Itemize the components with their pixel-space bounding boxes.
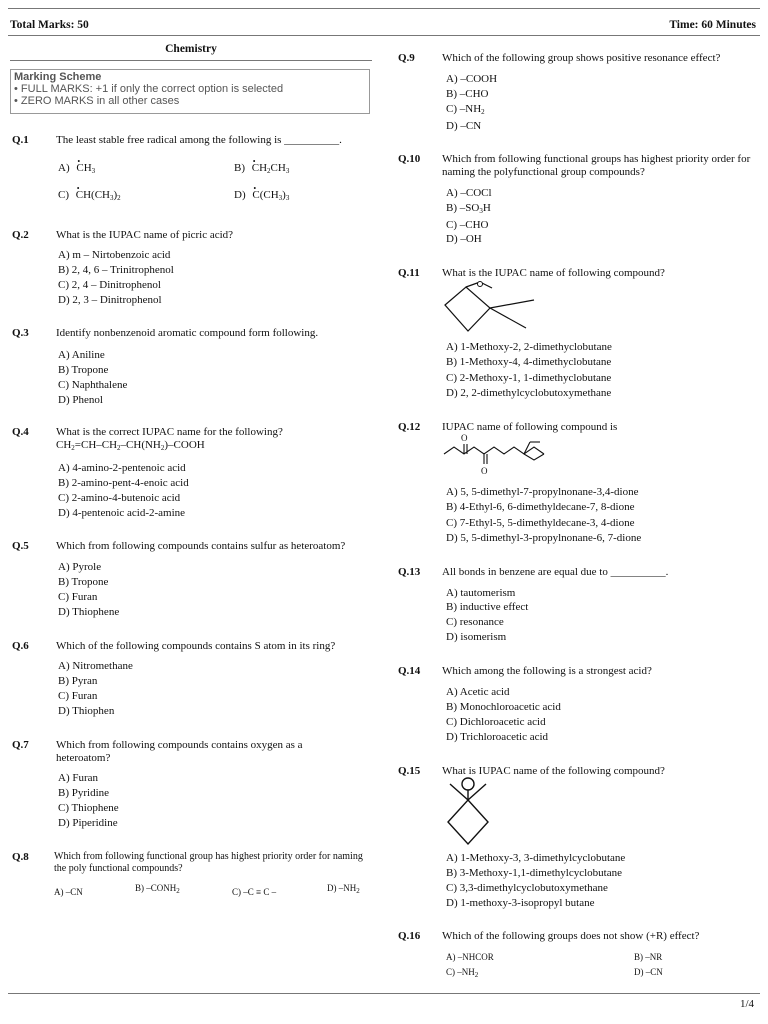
question-text: Which from following functional groups has highest priority order for naming the polyfunctional group compounds? [442,153,751,178]
option-b[interactable]: B) –NR [634,952,663,962]
formula-text: ) [282,189,286,201]
option-c[interactable]: C) Dichloroacetic acid [446,716,546,728]
option-b[interactable]: B) Tropone [58,364,109,376]
option-c[interactable] [58,189,121,205]
formula-text: –CH(NH [120,439,161,451]
option-c[interactable]: C) 2-Methoxy-1, 1-dimethyclobutane [446,372,612,384]
dione-structure-icon [440,432,550,476]
question-number: Q.1 [12,134,29,146]
section-rule [10,60,372,61]
subscript: 2 [176,887,180,895]
option-b[interactable]: B) 1-Methoxy-4, 4-dimethyclobutane [446,356,612,368]
cyclobutane-methoxy-structure-icon [442,776,502,850]
question-number: Q.6 [12,640,29,652]
marking-scheme [10,69,370,114]
subscript: 2 [474,971,479,979]
option-c[interactable] [446,966,478,982]
marking-scheme-title: Marking Scheme [14,71,102,83]
option-b[interactable]: B) 2-amino-pent-4-enoic acid [58,477,189,489]
option-c[interactable]: C) Naphthalene [58,379,128,391]
option-a[interactable]: A) –NHCOR [446,952,494,962]
option-c[interactable]: C) 2-amino-4-butenoic acid [58,492,181,504]
question-text: What is the IUPAC name of picric acid? [56,229,234,241]
formula-text: CH [270,162,286,174]
formula-text: CH [56,439,72,451]
subscript: 2 [481,108,485,116]
question-text: Which of the following group shows positive resonance effect? [442,52,721,64]
option-d[interactable]: D) –CN [446,120,482,132]
option-text: B) –SO [446,202,480,214]
question-number: Q.3 [12,327,29,339]
option-d[interactable] [234,189,289,205]
option-label: D) [234,189,246,201]
option-a[interactable]: A) Furan [58,772,99,784]
subscript: 3 [109,194,114,202]
question-number: Q.14 [398,665,421,677]
option-a[interactable]: A) 4-amino-2-pentenoic acid [58,462,186,474]
question-text: Which from following compounds contains sulfur as heteroatom? [56,540,346,552]
subscript: 3 [278,194,283,202]
option-b[interactable]: B) Pyran [58,675,98,687]
top-rule [8,8,760,9]
atom-oxygen: O [481,466,488,476]
option-b[interactable] [135,882,180,898]
option-b[interactable] [234,162,289,178]
option-d[interactable]: D) isomerism [446,631,507,643]
option-text: H [482,202,491,214]
option-a[interactable]: A) Aniline [58,349,105,361]
formula-text: CH(CH [75,189,110,201]
subscript: 2 [117,444,121,452]
marking-scheme-line: • FULL MARKS: +1 if only the correct option is selected [14,83,284,95]
question-number: Q.5 [12,540,29,552]
radical-formula [76,162,95,174]
subscript: 2 [267,167,271,175]
option-d[interactable]: D) Thiophen [58,705,115,717]
option-c[interactable]: C) Furan [58,591,98,603]
question-number: Q.16 [398,930,421,942]
option-d[interactable]: D) 1-methoxy-3-isopropyl butane [446,897,595,909]
option-c[interactable] [446,103,485,119]
option-b[interactable]: B) inductive effect [446,601,529,613]
radical-formula [252,189,289,201]
radical-formula [76,189,121,201]
option-a[interactable]: A) –CN [54,887,83,897]
option-a[interactable]: A) Pyrole [58,561,102,573]
option-d[interactable]: D) –CN [634,967,663,977]
option-d[interactable]: D) 2, 2-dimethylcyclobutoxymethane [446,387,612,399]
option-b[interactable]: B) Tropone [58,576,109,588]
marking-scheme-line: • ZERO MARKS in all other cases [14,95,180,107]
section-title: Chemistry [165,43,217,55]
question-text: What is the correct IUPAC name for the following? [56,426,283,438]
option-label: C) [58,189,69,201]
option-text: C) –NH [446,967,475,977]
question-text: Which from following compounds contains oxygen as a heteroatom? [56,739,303,764]
formula-text: CH [251,162,268,174]
subscript: 3 [285,194,290,202]
option-a[interactable]: A) 5, 5-dimethyl-7-propylnonane-3,4-dione [446,486,639,498]
subscript: 2 [160,444,165,452]
option-d[interactable]: D) Piperidine [58,817,118,829]
question-number: Q.10 [398,153,421,165]
question-text: Which among the following is a strongest acid? [442,665,652,677]
option-c[interactable]: C) resonance [446,616,504,628]
option-d[interactable]: D) Phenol [58,394,103,406]
subscript: 2 [117,194,121,202]
subscript: 3 [91,167,96,175]
total-marks: Total Marks: 50 [10,19,89,31]
option-a[interactable]: A) Nitromethane [58,660,133,672]
formula-text: )–COOH [164,439,205,451]
option-c[interactable]: C) 2, 4 – Dinitrophenol [58,279,161,291]
question-number: Q.12 [398,421,421,433]
option-b[interactable]: B) 2, 4, 6 – Trinitrophenol [58,264,174,276]
option-b[interactable] [446,202,491,218]
option-b[interactable]: B) –CHO [446,88,489,100]
option-a[interactable]: A) 1-Methoxy-2, 2-dimethyclobutane [446,341,612,353]
question-text: What is IUPAC name of the following compound? [442,765,665,777]
question-text: Which of the following groups does not show (+R) effect? [442,930,700,942]
option-d[interactable]: D) –OH [446,233,482,245]
option-c[interactable]: C) –CHO [446,219,489,231]
atom-oxygen: O [461,433,468,443]
subscript: 2 [71,444,75,452]
question-text: Which from following functional group has highest priority order for naming the poly functional compounds? [54,851,363,874]
option-a[interactable]: A) m – Nirtobenzoic acid [58,249,171,261]
option-a[interactable]: A) Acetic acid [446,686,510,698]
option-a[interactable]: A) 1-Methoxy-3, 3-dimethylcyclobutane [446,852,626,864]
option-a[interactable] [58,162,95,178]
option-text: B) –CONH [135,883,177,893]
option-b[interactable]: B) Pyridine [58,787,110,799]
question-number: Q.4 [12,426,29,438]
option-label: B) [234,162,245,174]
option-text: D) –NH [327,883,357,893]
formula-text: ) [113,189,118,201]
option-c[interactable]: C) 3,3-dimethylcyclobutoxymethane [446,882,608,894]
radical-formula [252,162,290,174]
option-d[interactable]: D) 4-pentenoic acid-2-amine [58,507,186,519]
question-text: Which of the following compounds contains S atom in its ring? [56,640,336,652]
option-b[interactable]: B) 3-Methoxy-1,1-dimethylcyclobutane [446,867,622,879]
cyclobutane-structure-icon [440,280,540,335]
question-number: Q.7 [12,739,29,751]
subscript: 3 [479,207,483,215]
question-text: IUPAC name of following compound is [442,421,618,433]
option-a[interactable]: A) tautomerism [446,587,516,599]
option-d[interactable]: D) 2, 3 – Dinitrophenol [58,294,162,306]
question-number: Q.2 [12,229,29,241]
question-number: Q.8 [12,851,29,863]
option-b[interactable]: B) Monochloroacetic acid [446,701,561,713]
option-d[interactable]: D) Trichloroacetic acid [446,731,549,743]
question-number: Q.9 [398,52,415,64]
option-label: A) [58,162,70,174]
option-d[interactable] [327,882,360,898]
option-d[interactable]: D) Thiophene [58,606,120,618]
question-number: Q.11 [398,267,420,279]
question-number: Q.15 [398,765,421,777]
subscript: 2 [356,887,360,895]
time-limit: Time: 60 Minutes [669,19,756,31]
option-c[interactable]: C) –C ≡ C – [232,887,277,897]
option-d[interactable]: D) 5, 5-dimethyl-3-propylnonane-6, 7-dione [446,532,642,544]
subscript: 3 [285,167,290,175]
option-text: C) –NH [446,103,482,115]
question-text: Identify nonbenzenoid aromatic compound form following. [56,327,319,339]
option-b[interactable]: B) 4-Ethyl-6, 6-dimethyldecane-7, 8-dione [446,501,635,513]
option-a[interactable]: A) –COCl [446,187,492,199]
question-formula [56,439,205,455]
header-rule [8,35,760,36]
formula-text: =CH–CH [74,439,118,451]
question-number: Q.13 [398,566,421,578]
question-text: What is the IUPAC name of following compound? [442,267,665,279]
option-c[interactable]: C) 7-Ethyl-5, 5-dimethyldecane-3, 4-dione [446,517,635,529]
footer-rule [8,993,760,994]
formula-text: CH [76,162,92,174]
option-c[interactable]: C) Furan [58,690,98,702]
question-text: All bonds in benzene are equal due to __________. [442,566,669,578]
option-c[interactable]: C) Thiophene [58,802,119,814]
page-number: 1/4 [739,998,754,1010]
question-text: The least stable free radical among the following is __________. [56,134,342,146]
formula-text: C(CH [252,189,279,201]
option-a[interactable]: A) –COOH [446,73,498,85]
